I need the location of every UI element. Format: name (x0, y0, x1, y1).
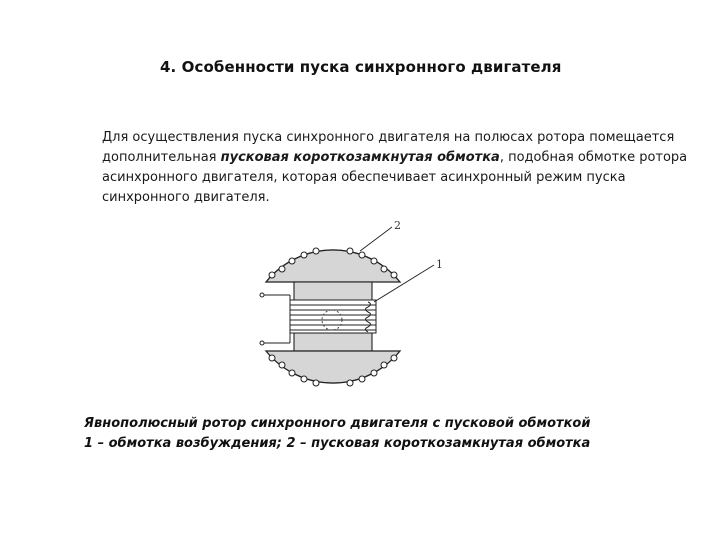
paragraph-text-start: Для осуществления пуска синхронного двигателя на полюсах ротора помещается дополнительная (102, 130, 675, 165)
caption-line-1: Явнополюсный ротор синхронного двигателя с пусковой обмоткой (84, 416, 591, 431)
paragraph-emphasis: пусковая короткозамкнутая обмотка (220, 150, 500, 165)
top-pole-shoe (266, 250, 400, 282)
caption-line-2: 1 – обмотка возбуждения; 2 – пусковая короткозамкнутая обмотка (84, 436, 591, 451)
figure-caption (84, 414, 684, 454)
bottom-pole-shoe (266, 351, 400, 383)
slide-title: 4. Особенности пуска синхронного двигателя (160, 58, 562, 76)
description-paragraph (102, 128, 692, 208)
label-2: 2 (394, 219, 401, 232)
top-pole-core (294, 282, 372, 302)
paragraph-text-end: , подобная обмотке ротора асинхронного двигателя, которая обеспечивает асинхронный режим пуска синхронного двигателя. (102, 150, 688, 205)
rotor-diagram-svg (250, 215, 450, 410)
bottom-pole-core (294, 333, 372, 351)
leader-line-2 (360, 227, 392, 251)
rotor-diagram (250, 215, 450, 410)
label-1: 1 (436, 258, 443, 271)
